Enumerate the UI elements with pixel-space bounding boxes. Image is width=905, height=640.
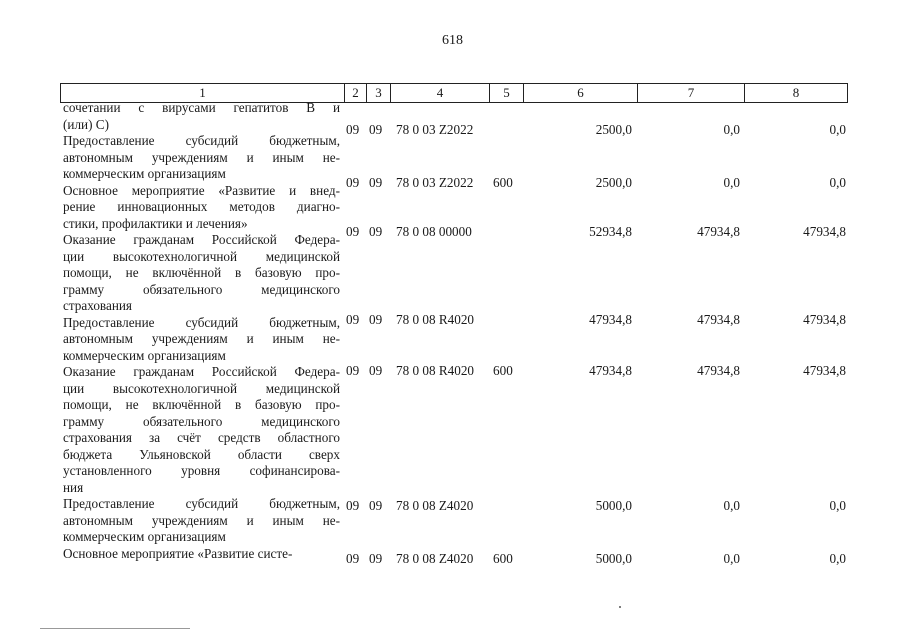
- row-4-col-3: 09: [369, 224, 383, 239]
- row-6-line-8: ния: [63, 479, 84, 495]
- row-5-line-2: автономным учреждениям и иным не-: [63, 331, 340, 346]
- row-7-col-3: 09: [369, 498, 383, 513]
- row-6-line-7: установленного уровня софинансирова-: [63, 463, 340, 478]
- row-8-col-8: 0,0: [829, 551, 846, 566]
- row-5-col-8: 47934,8: [803, 312, 846, 327]
- row-8-col-4: 78 0 08 Z4020: [396, 551, 474, 566]
- header-col-6: 6: [524, 84, 638, 102]
- row-4-col-7: 47934,8: [697, 224, 740, 239]
- row-2-line-1: Предоставление субсидий бюджетным,: [63, 133, 340, 148]
- row-6-col-6: 47934,8: [589, 363, 632, 378]
- row-3-col-4: 78 0 03 Z2022: [396, 175, 474, 190]
- row-7-col-7: 0,0: [723, 498, 740, 513]
- row-6-col-3: 09: [369, 363, 383, 378]
- header-col-3: 3: [367, 84, 391, 102]
- row-1-line-1: сочетании с вирусами гепатитов В и: [63, 100, 340, 115]
- row-7-col-8: 0,0: [829, 498, 846, 513]
- row-2-line-2: автономным учреждениям и иным не-: [63, 149, 340, 165]
- row-6-line-5: страхования за счёт средств областного: [63, 430, 340, 445]
- row-3-line-3: стики, профилактики и лечения»: [63, 215, 248, 231]
- row-8-col-6: 5000,0: [595, 551, 632, 566]
- row-5-col-6: 47934,8: [589, 312, 632, 327]
- row-5-line-1: Предоставление субсидий бюджетным,: [63, 314, 340, 330]
- row-3-line-1: Основное мероприятие «Развитие и внед-: [63, 182, 340, 198]
- row-8-col-3: 09: [369, 551, 383, 566]
- bottom-rule: [40, 628, 190, 629]
- row-5-line-3: коммерческим организациям: [63, 347, 226, 363]
- row-2-col-8: 0,0: [829, 122, 846, 137]
- row-3-col-7: 0,0: [723, 175, 740, 190]
- row-2-col-6: 2500,0: [595, 122, 632, 137]
- row-3-col-5: 600: [493, 175, 513, 190]
- row-2-col-7: 0,0: [723, 122, 740, 137]
- row-6-col-7: 47934,8: [697, 363, 740, 378]
- row-4-col-6: 52934,8: [589, 224, 632, 239]
- row-5-col-7: 47934,8: [697, 312, 740, 327]
- row-6-line-3: помощи, не включённой в базовую про-: [63, 397, 340, 412]
- row-4-line-5: страхования: [63, 298, 132, 313]
- row-5-col-4: 78 0 08 R4020: [396, 312, 475, 327]
- row-6-description: [63, 364, 340, 496]
- row-7-col-6: 5000,0: [595, 498, 632, 513]
- row-6-line-1: Оказание гражданам Российской Федера-: [63, 364, 340, 379]
- row-7-line-2: автономным учреждениям и иным не-: [63, 512, 340, 528]
- row-6-line-6: бюджета Ульяновской области сверх: [63, 446, 340, 462]
- row-6-col-2: 09: [346, 363, 360, 378]
- row-7-line-1: Предоставление субсидий бюджетным,: [63, 496, 340, 511]
- row-4-line-4: грамму обязательного медицинского: [63, 281, 340, 297]
- row-4-col-8: 47934,8: [803, 224, 846, 239]
- row-6-line-2: ции высокотехнологичной медицинской: [63, 380, 340, 396]
- row-8-description: [63, 546, 340, 563]
- row-7-col-2: 09: [346, 498, 360, 513]
- row-2-col-4: 78 0 03 Z2022: [396, 122, 474, 137]
- row-8-col-2: 09: [346, 551, 360, 566]
- row-8-col-5: 600: [493, 551, 513, 566]
- row-6-col-5: 600: [493, 363, 513, 378]
- row-4-col-4: 78 0 08 00000: [396, 224, 472, 239]
- stray-dot: [619, 606, 621, 608]
- row-6-col-4: 78 0 08 R4020: [396, 363, 475, 378]
- row-3-col-3: 09: [369, 175, 383, 190]
- row-5-description: [63, 315, 340, 365]
- header-col-8: 8: [792, 85, 800, 100]
- row-8-line-1: Основное мероприятие «Развитие систе-: [63, 545, 293, 561]
- row-2-line-3: коммерческим организациям: [63, 166, 226, 181]
- header-col-2: 2: [345, 84, 367, 102]
- row-3-description: [63, 183, 340, 233]
- row-5-col-3: 09: [369, 312, 383, 327]
- row-7-description: [63, 496, 340, 546]
- row-4-col-2: 09: [346, 224, 360, 239]
- row-4-line-2: ции высокотехнологичной медицинской: [63, 248, 340, 264]
- row-4-line-1: Оказание гражданам Российской Федера-: [63, 232, 340, 247]
- row-6-col-8: 47934,8: [803, 363, 846, 378]
- header-col-5: 5: [490, 84, 524, 102]
- row-2-description: [63, 133, 340, 183]
- page-number: 618: [442, 33, 463, 48]
- row-4-description: [63, 232, 340, 315]
- row-3-line-2: рение инновационных методов диагно-: [63, 199, 340, 214]
- header-col-7: 7: [638, 84, 745, 102]
- header-col-1: 1: [61, 84, 345, 102]
- row-3-col-8: 0,0: [829, 175, 846, 190]
- header-col-4: 4: [391, 84, 490, 102]
- row-4-line-3: помощи, не включённой в базовую про-: [63, 265, 340, 280]
- row-8-col-7: 0,0: [723, 551, 740, 566]
- row-3-col-6: 2500,0: [595, 175, 632, 190]
- row-2-col-3: 09: [369, 122, 383, 137]
- row-3-col-2: 09: [346, 175, 360, 190]
- row-7-col-4: 78 0 08 Z4020: [396, 498, 474, 513]
- row-1-line-2: (или) С): [63, 116, 109, 132]
- row-2-col-2: 09: [346, 122, 360, 137]
- row-5-col-2: 09: [346, 312, 360, 327]
- row-1-description: [63, 100, 340, 133]
- row-7-line-3: коммерческим организациям: [63, 529, 226, 544]
- row-6-line-4: грамму обязательного медицинского: [63, 413, 340, 429]
